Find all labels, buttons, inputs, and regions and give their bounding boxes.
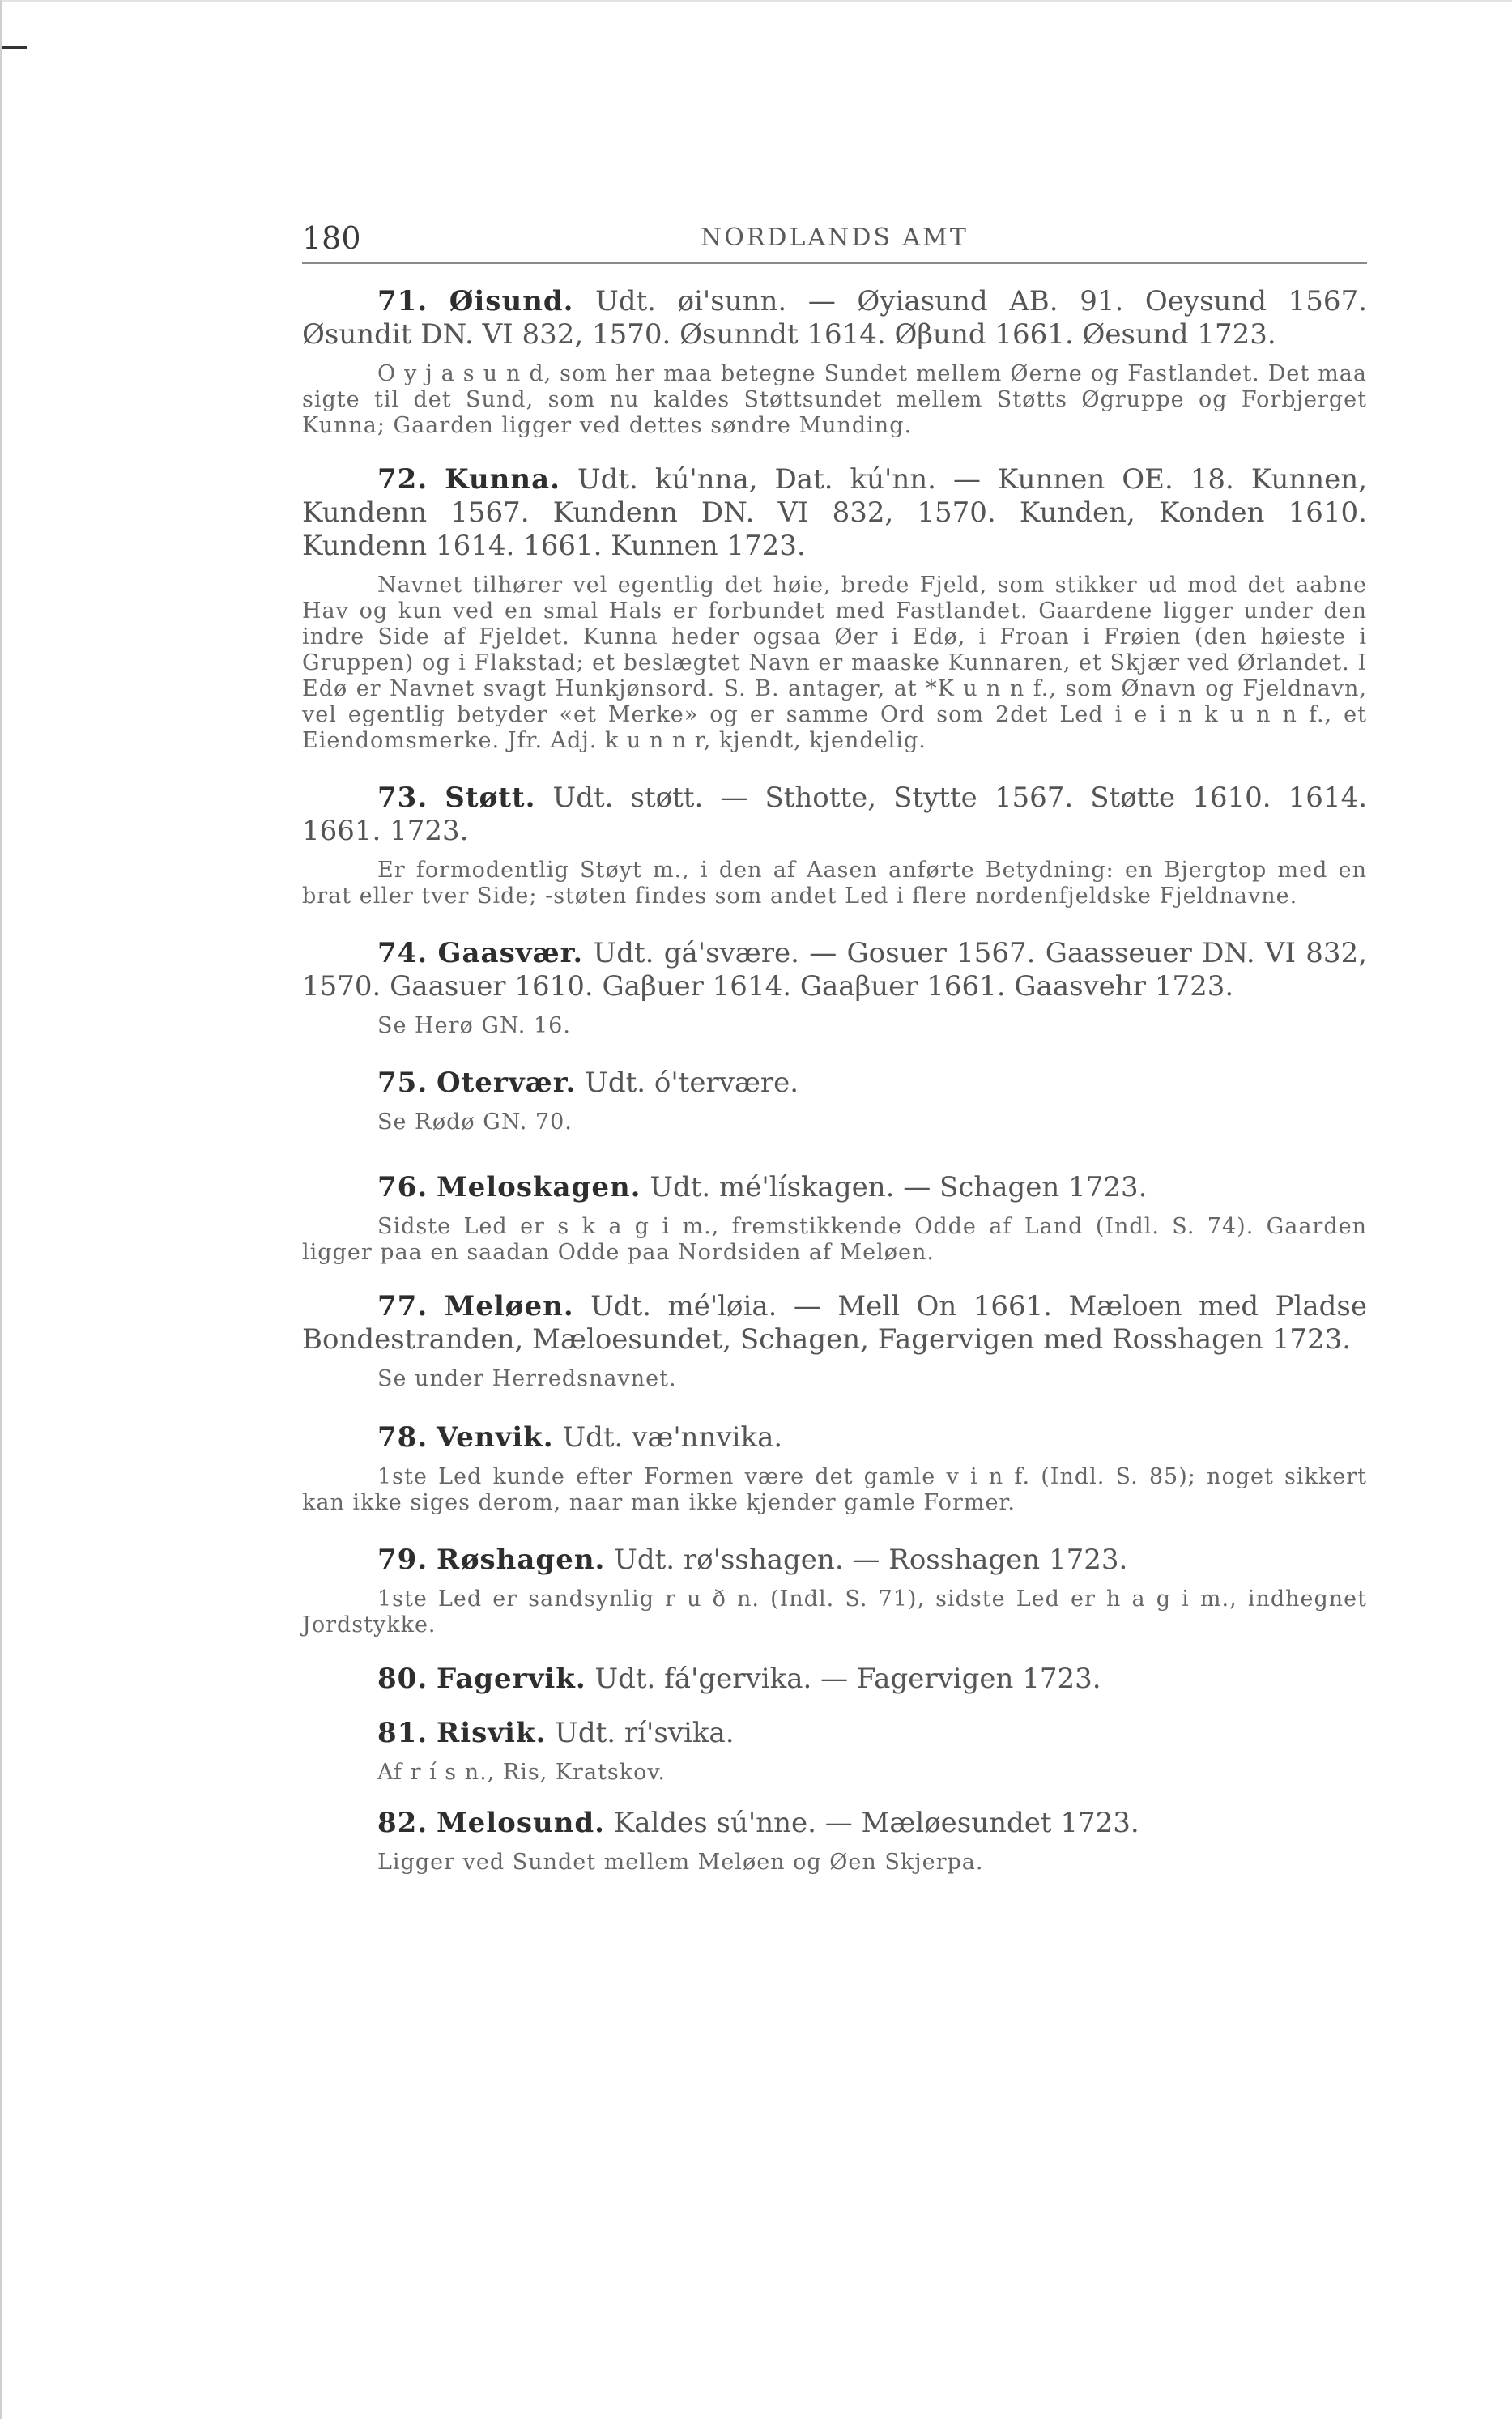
entry-main <box>302 463 1367 563</box>
entry-77 <box>302 1290 1367 1392</box>
entry-forms: Udt. rø'sshagen. — Rosshagen 1723. <box>605 1544 1128 1576</box>
entry-note: Se Rødø GN. 70. <box>377 1109 573 1135</box>
entry-note: Se Herø GN. 16. <box>377 1013 571 1038</box>
entry-name: Meløen. <box>444 1290 574 1322</box>
entry-number: 75. <box>377 1067 428 1099</box>
entry-forms: Udt. rí'svika. <box>546 1717 735 1749</box>
entry-main <box>302 1290 1367 1356</box>
entry-number: 77. <box>377 1290 428 1322</box>
entry-note: O y j a s u n d, som her maa betegne Sundet mellem Øerne og Fastlandet. Det maa sigte til det Sund, som nu kaldes Støttsundet mellem Støtts Øgruppe og Forbjerget Kunna; Gaarden ligger ved dettes søndre Munding. <box>302 361 1367 438</box>
entry-main <box>302 1067 1367 1100</box>
entry-72 <box>302 463 1367 754</box>
entry-main <box>302 1544 1367 1577</box>
entry-note: Sidste Led er s k a g i m., fremstikkende Odde af Land (Indl. S. 74). Gaarden ligger paa en saadan Odde paa Nordsiden af Meløen. <box>302 1214 1367 1265</box>
entry-name: Røshagen. <box>436 1544 606 1576</box>
entry-71 <box>302 285 1367 439</box>
entry-name: Fagervik. <box>436 1663 586 1695</box>
entry-note: Ligger ved Sundet mellem Meløen og Øen Skjerpa. <box>377 1850 984 1875</box>
entry-name: Kunna. <box>445 463 560 496</box>
entry-main <box>302 1717 1367 1750</box>
entry-number: 73. <box>377 781 428 814</box>
entry-forms: Udt. mé'løia. — Mell On 1661. Mæloen med Pladse Bondestranden, Mæloesundet, Schagen, Fagervigen med Rosshagen 1723. <box>302 1290 1367 1356</box>
entry-number: 76. <box>377 1171 428 1203</box>
entry-forms: Kaldes sú'nne. — Mæløesundet 1723. <box>605 1807 1139 1839</box>
entry-name: Støtt. <box>445 781 536 814</box>
entry-number: 79. <box>377 1544 428 1576</box>
entry-forms: Udt. støtt. — Sthotte, Stytte 1567. Støtte 1610. 1614. 1661. 1723. <box>302 781 1368 847</box>
entry-name: Gaasvær. <box>437 937 584 969</box>
entry-main <box>302 1807 1367 1840</box>
entry-number: 82. <box>377 1807 428 1839</box>
entry-forms: Udt. øi'sunn. — Øyiasund AB. 91. Oeysund 1567. Øsundit DN. VI 832, 1570. Øsunndt 1614. Øβund 1661. Øesund 1723. <box>302 285 1368 351</box>
entry-number: 72. <box>377 463 428 496</box>
page-header <box>302 214 1367 264</box>
entry-main <box>302 285 1367 351</box>
entry-75 <box>302 1067 1367 1135</box>
entry-forms: Udt. gá'svære. — Gosuer 1567. Gaasseuer DN. VI 832, 1570. Gaasuer 1610. Gaβuer 1614. Gaaβuer 1661. Gaasvehr 1723. <box>302 937 1368 1003</box>
entry-main <box>302 1663 1367 1696</box>
entry-forms: Udt. væ'nnvika. <box>553 1421 783 1454</box>
entry-note: 1ste Led er sandsynlig r u ð n. (Indl. S. 71), sidste Led er h a g i m., indhegnet Jordstykke. <box>302 1586 1367 1638</box>
entry-80 <box>302 1663 1367 1696</box>
entry-forms: Udt. ó'tervære. <box>576 1067 799 1099</box>
entry-79 <box>302 1544 1367 1638</box>
entry-82 <box>302 1807 1367 1876</box>
running-title: NORDLANDS AMT <box>701 224 969 252</box>
entry-forms: Udt. kú'nna, Dat. kú'nn. — Kunnen OE. 18. Kunnen, Kundenn 1567. Kundenn DN. VI 832, 1570. Kunden, Konden 1610. Kundenn 1614. 1661. Kunnen 1723. <box>302 463 1367 562</box>
entry-number: 74. <box>377 937 428 969</box>
entry-note: Se under Herredsnavnet. <box>377 1366 677 1391</box>
scan-corner-mark <box>2 46 27 49</box>
entry-note: 1ste Led kunde efter Formen være det gamle v i n f. (Indl. S. 85); noget sikkert kan ikke siges derom, naar man ikke kjender gamle Former. <box>302 1464 1367 1515</box>
entry-74 <box>302 937 1367 1039</box>
entry-main <box>302 1421 1367 1454</box>
entry-main <box>302 1171 1367 1204</box>
entry-name: Venvik. <box>436 1421 554 1454</box>
entry-name: Melosund. <box>436 1807 606 1839</box>
entry-note: Af r í s n., Ris, Kratskov. <box>377 1760 666 1785</box>
entry-name: Meloskagen. <box>436 1171 641 1203</box>
entry-forms: Udt. mé'lískagen. — Schagen 1723. <box>641 1171 1148 1203</box>
entry-main <box>302 781 1367 848</box>
entry-73 <box>302 781 1367 909</box>
entry-81 <box>302 1717 1367 1786</box>
entry-main <box>302 937 1367 1003</box>
entry-name: Øisund. <box>449 285 574 317</box>
entry-note: Er formodentlig Støyt m., i den af Aasen anførte Betydning: en Bjergtop med en brat eller tver Side; -støten findes som andet Led i flere nordenfjeldske Fjeldnavne. <box>302 858 1367 909</box>
entry-note: Navnet tilhører vel egentlig det høie, brede Fjeld, som stikker ud mod det aabne Hav og kun ved en smal Hals er forbundet med Fastlandet. Gaardene ligger under den indre Side af Fjeldet. Kunna heder ogsaa Øer i Edø, i Froan i Frøien (den høieste i Gruppen) og i Flakstad; et beslægtet Navn er maaske Kunnaren, et Skjær ved Ørlandet. I Edø er Navnet svagt Hunkjønsord. S. B. antager, at *K u n n f., som Ønavn og Fjeldnavn, vel egentlig betyder «et Merke» og er samme Ord som 2det Led i e i n k u n n f., et Eiendomsmerke. Jfr. Adj. k u n n r, kjendt, kjendelig. <box>302 573 1367 753</box>
entry-name: Risvik. <box>436 1717 547 1749</box>
entry-number: 81. <box>377 1717 428 1749</box>
entry-78 <box>302 1421 1367 1516</box>
entry-name: Otervær. <box>436 1067 577 1099</box>
entry-forms: Udt. fá'gervika. — Fagervigen 1723. <box>586 1663 1101 1695</box>
entries-list <box>302 285 1367 1876</box>
page-number: 180 <box>302 220 361 256</box>
entry-number: 71. <box>377 285 428 317</box>
entry-number: 80. <box>377 1663 428 1695</box>
entry-number: 78. <box>377 1421 428 1454</box>
entry-76 <box>302 1171 1367 1266</box>
